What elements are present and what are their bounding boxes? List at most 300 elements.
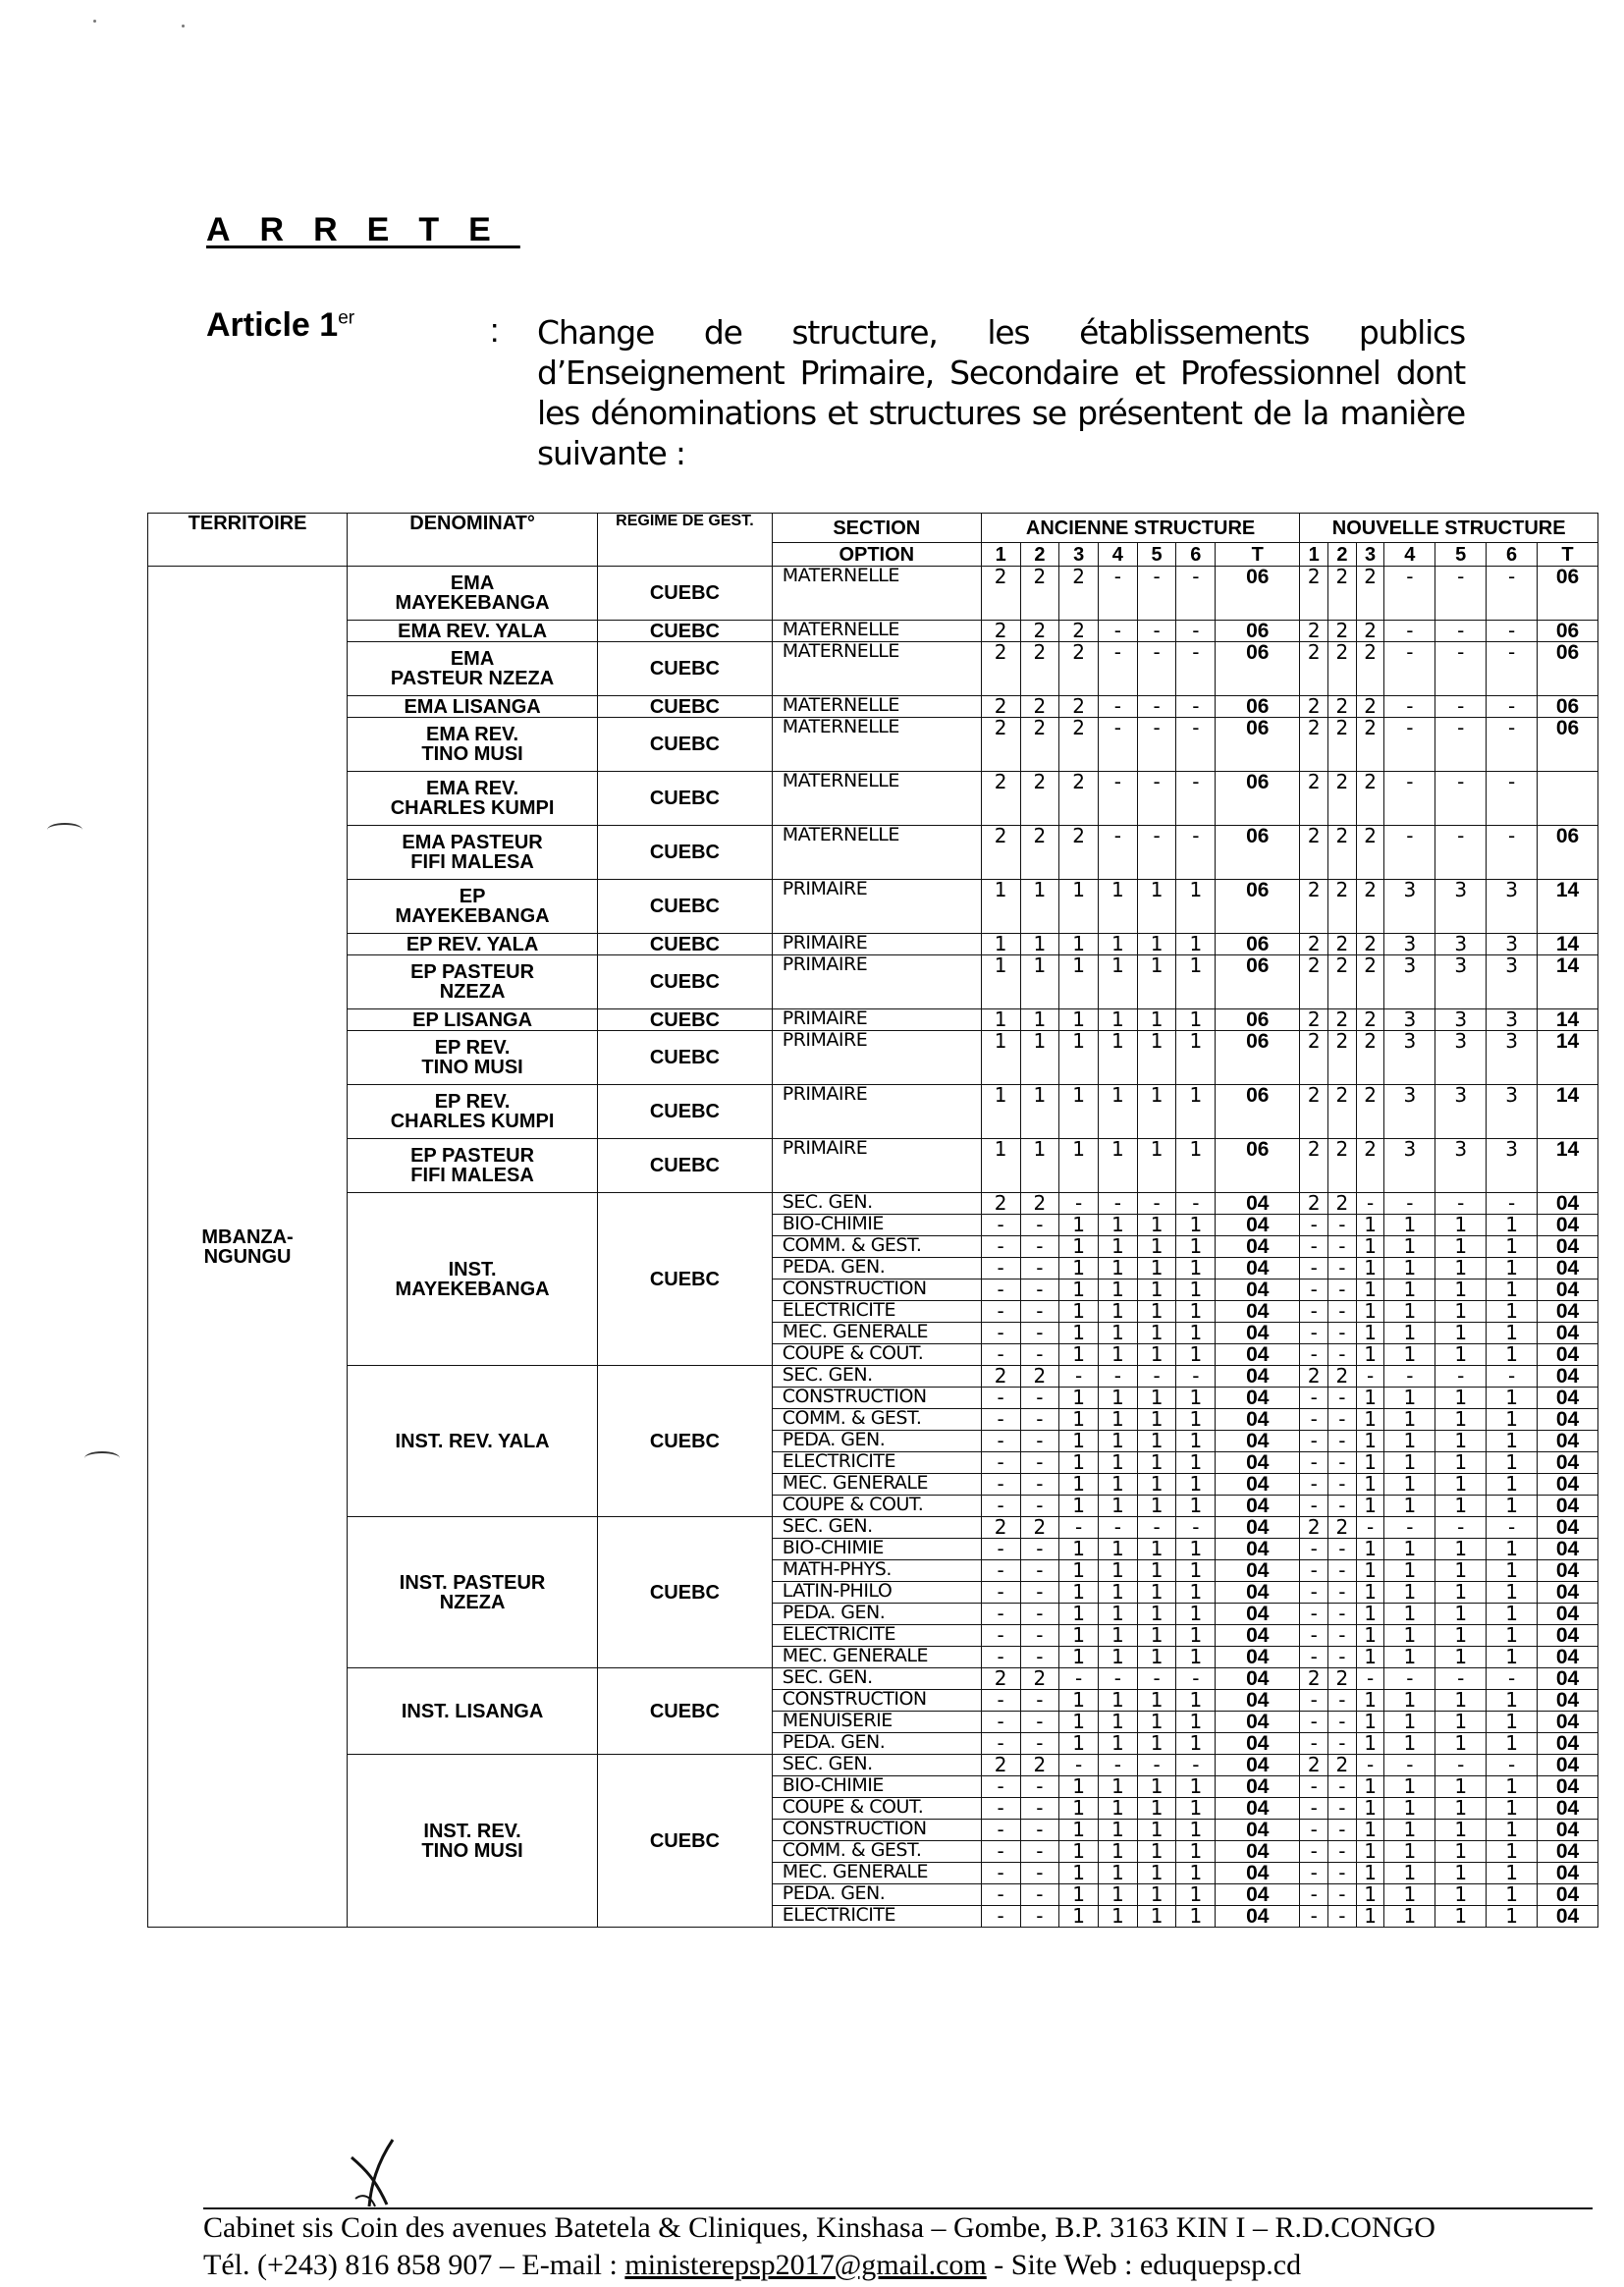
nouvelle-count-cell: - [1487,642,1538,696]
nouvelle-count-cell: 2 [1328,1517,1357,1539]
nouvelle-count-cell: 1 [1487,1301,1538,1323]
nouvelle-count-cell: 1 [1435,1236,1487,1258]
nouvelle-total-cell: 04 [1538,1193,1598,1215]
nouvelle-count-cell: 1 [1435,1280,1487,1301]
ancienne-count-cell: 1 [1176,1031,1216,1085]
margin-mark [84,1451,120,1465]
ancienne-count-cell: 1 [1137,1690,1176,1712]
nouvelle-count-cell: 2 [1300,1009,1328,1031]
nouvelle-count-cell: 1 [1435,1647,1487,1668]
ancienne-count-cell: - [1176,1668,1216,1690]
ancienne-count-cell: 1 [1176,1496,1216,1517]
territoire-cell: MBANZA- NGUNGU [148,567,348,1928]
ancienne-count-cell: 1 [1059,955,1099,1009]
ancienne-count-cell: 1 [1176,1236,1216,1258]
nouvelle-count-cell: 2 [1356,718,1384,772]
ancienne-count-cell: 1 [1176,1301,1216,1323]
nouvelle-count-cell: - [1328,1560,1357,1582]
regime-cell: CUEBC [598,1139,773,1193]
ancienne-count-cell: 1 [1059,1820,1099,1841]
nouvelle-count-cell: - [1435,1366,1487,1388]
ancienne-total-cell: 04 [1216,1863,1300,1884]
nouvelle-count-cell: - [1300,1236,1328,1258]
ancienne-count-cell: - [1137,1668,1176,1690]
ancienne-total-cell: 04 [1216,1755,1300,1776]
ancienne-count-cell: - [1137,696,1176,718]
regime-cell: CUEBC [598,642,773,696]
nouvelle-count-cell: 1 [1487,1733,1538,1755]
nouvelle-count-cell: - [1300,1474,1328,1496]
ancienne-count-cell: 1 [1059,1236,1099,1258]
footer-address: Cabinet sis Coin des avenues Batetela & Cliniques, Kinshasa – Gombe, B.P. 3163 KIN I – R.D.CONGO [203,2211,1435,2244]
nouvelle-count-cell: 1 [1384,1776,1435,1798]
regime-cell: CUEBC [598,826,773,880]
ancienne-count-cell: 1 [1176,1733,1216,1755]
ancienne-total-cell: 06 [1216,567,1300,621]
nouvelle-count-cell: 1 [1384,1323,1435,1344]
ancienne-count-cell: - [1020,1496,1059,1517]
ancienne-count-cell: 1 [1176,1625,1216,1647]
ancienne-count-cell: - [1020,1841,1059,1863]
ancienne-count-cell: - [981,1301,1020,1323]
nouvelle-count-cell: 2 [1300,1517,1328,1539]
nouvelle-count-cell: - [1300,1560,1328,1582]
ancienne-count-cell: 1 [1099,1690,1138,1712]
table-row [148,955,1598,1009]
nouvelle-count-cell: 1 [1487,1431,1538,1452]
nouvelle-count-cell: 1 [1435,1474,1487,1496]
ancienne-total-cell: 04 [1216,1496,1300,1517]
nouvelle-count-cell: 2 [1328,934,1357,955]
nouvelle-count-cell: - [1384,1755,1435,1776]
ancienne-count-cell: 2 [981,696,1020,718]
ancienne-count-cell: 1 [1059,1798,1099,1820]
header-nouvelle-col: 5 [1435,543,1487,567]
ancienne-total-cell: 06 [1216,1009,1300,1031]
nouvelle-count-cell: 1 [1384,1690,1435,1712]
ancienne-count-cell: 1 [1059,1474,1099,1496]
nouvelle-count-cell: 2 [1300,1139,1328,1193]
header-nouvelle-col: 4 [1384,543,1435,567]
regime-cell: CUEBC [598,567,773,621]
ancienne-count-cell: - [1059,1193,1099,1215]
ancienne-count-cell: - [1176,1755,1216,1776]
ancienne-count-cell: - [1059,1366,1099,1388]
nouvelle-total-cell: 04 [1538,1431,1598,1452]
nouvelle-count-cell: - [1435,621,1487,642]
nouvelle-count-cell: 1 [1356,1452,1384,1474]
ancienne-total-cell: 04 [1216,1841,1300,1863]
ancienne-count-cell: - [1020,1409,1059,1431]
ancienne-count-cell: 2 [1020,826,1059,880]
nouvelle-total-cell: 04 [1538,1712,1598,1733]
nouvelle-total-cell: 04 [1538,1906,1598,1928]
nouvelle-count-cell: 1 [1384,1344,1435,1366]
ancienne-total-cell: 04 [1216,1280,1300,1301]
ancienne-count-cell: - [981,1258,1020,1280]
option-cell: BIO-CHIMIE [772,1776,981,1798]
nouvelle-count-cell: - [1487,1755,1538,1776]
nouvelle-total-cell: 04 [1538,1604,1598,1625]
ancienne-count-cell: 1 [1176,1906,1216,1928]
ancienne-total-cell: 04 [1216,1409,1300,1431]
ancienne-count-cell: 1 [1020,1031,1059,1085]
ancienne-count-cell: 2 [981,772,1020,826]
header-ancienne-col: 5 [1137,543,1176,567]
header-nouvelle-col: 1 [1300,543,1328,567]
nouvelle-count-cell: 1 [1384,1647,1435,1668]
ancienne-count-cell: 1 [1059,1712,1099,1733]
regime-cell: CUEBC [598,1031,773,1085]
ancienne-count-cell: 1 [1176,1582,1216,1604]
ancienne-count-cell: 1 [1059,1647,1099,1668]
nouvelle-count-cell: 1 [1384,1474,1435,1496]
nouvelle-count-cell: 1 [1356,1388,1384,1409]
ancienne-count-cell: - [981,1884,1020,1906]
school-name: EMA PASTEUR NZEZA [348,642,598,696]
school-name: INST. MAYEKEBANGA [348,1193,598,1366]
nouvelle-total-cell: 06 [1538,642,1598,696]
ancienne-count-cell: 1 [1099,1474,1138,1496]
nouvelle-count-cell: 3 [1435,1085,1487,1139]
table-row [148,567,1598,621]
nouvelle-count-cell: - [1384,567,1435,621]
option-cell: COUPE & COUT. [772,1798,981,1820]
table-row [148,826,1598,880]
ancienne-count-cell: 1 [1059,1690,1099,1712]
nouvelle-count-cell: 1 [1384,1863,1435,1884]
ancienne-total-cell: 06 [1216,1031,1300,1085]
ancienne-count-cell: 1 [1137,1215,1176,1236]
ancienne-total-cell: 06 [1216,696,1300,718]
ancienne-count-cell: 1 [1099,880,1138,934]
header-ancienne-col: 1 [981,543,1020,567]
option-cell: PRIMAIRE [772,1031,981,1085]
ancienne-count-cell: - [1020,1582,1059,1604]
ancienne-count-cell: 1 [1176,1690,1216,1712]
option-cell: COMM. & GEST. [772,1409,981,1431]
ancienne-total-cell: 06 [1216,1139,1300,1193]
ancienne-count-cell: - [1020,1604,1059,1625]
ancienne-count-cell: 1 [1176,1085,1216,1139]
ancienne-count-cell: 1 [1099,1733,1138,1755]
ancienne-count-cell: 1 [1059,1539,1099,1560]
ancienne-count-cell: 1 [1059,1431,1099,1452]
nouvelle-count-cell: 1 [1487,1474,1538,1496]
ancienne-count-cell: 1 [1137,1031,1176,1085]
article-text: Change de structure, les établissements publics d’Enseignement Primaire, Secondaire et Professionnel dont les dénominations et structures se présentent de la manière suivante : [537,313,1465,472]
nouvelle-count-cell: 2 [1356,880,1384,934]
nouvelle-count-cell: 1 [1435,1604,1487,1625]
option-cell: SEC. GEN. [772,1366,981,1388]
nouvelle-count-cell: - [1435,1193,1487,1215]
nouvelle-count-cell: 1 [1435,1690,1487,1712]
ancienne-count-cell: 1 [1176,1215,1216,1236]
ancienne-count-cell: 1 [1176,880,1216,934]
option-cell: COUPE & COUT. [772,1496,981,1517]
ancienne-count-cell: 1 [1099,1009,1138,1031]
ancienne-count-cell: 1 [1099,1884,1138,1906]
ancienne-count-cell: 1 [1176,1388,1216,1409]
option-cell: MATERNELLE [772,621,981,642]
nouvelle-count-cell: - [1487,1517,1538,1539]
nouvelle-count-cell: 1 [1487,1258,1538,1280]
ancienne-count-cell: 1 [1020,1009,1059,1031]
nouvelle-count-cell: 1 [1356,1733,1384,1755]
footer-rule [203,2207,1593,2209]
ancienne-count-cell: 1 [1099,1841,1138,1863]
nouvelle-count-cell: - [1300,1301,1328,1323]
nouvelle-count-cell: - [1328,1604,1357,1625]
nouvelle-total-cell: 14 [1538,880,1598,934]
nouvelle-count-cell: 1 [1356,1560,1384,1582]
nouvelle-count-cell: - [1328,1539,1357,1560]
ancienne-count-cell: - [1020,1280,1059,1301]
ancienne-count-cell: 1 [1059,1258,1099,1280]
option-cell: MENUISERIE [772,1712,981,1733]
ancienne-count-cell: - [1176,1193,1216,1215]
ancienne-count-cell: 1 [1099,1560,1138,1582]
nouvelle-count-cell: 1 [1356,1539,1384,1560]
nouvelle-count-cell: 1 [1384,1258,1435,1280]
ancienne-count-cell: - [1137,1517,1176,1539]
ancienne-total-cell: 04 [1216,1712,1300,1733]
ancienne-count-cell: 2 [981,718,1020,772]
nouvelle-total-cell: 04 [1538,1388,1598,1409]
ancienne-count-cell: 1 [1059,1625,1099,1647]
ancienne-count-cell: - [1020,1388,1059,1409]
ancienne-count-cell: 1 [1099,1604,1138,1625]
nouvelle-count-cell: 2 [1356,567,1384,621]
ancienne-total-cell: 06 [1216,718,1300,772]
ancienne-count-cell: 1 [1059,880,1099,934]
ancienne-count-cell: 1 [1099,1906,1138,1928]
school-name: INST. LISANGA [348,1668,598,1755]
nouvelle-count-cell: - [1487,567,1538,621]
table-row [148,696,1598,718]
nouvelle-count-cell: 3 [1487,955,1538,1009]
ancienne-total-cell: 04 [1216,1582,1300,1604]
ancienne-count-cell: 1 [1176,1712,1216,1733]
table-row [148,880,1598,934]
ancienne-count-cell: - [1137,1193,1176,1215]
ancienne-count-cell: - [981,1452,1020,1474]
option-cell: ELECTRICITE [772,1625,981,1647]
regime-cell: CUEBC [598,1085,773,1139]
nouvelle-total-cell: 04 [1538,1820,1598,1841]
nouvelle-count-cell: 1 [1435,1496,1487,1517]
table-row [148,1139,1598,1193]
header-ancienne-structure: ANCIENNE STRUCTURE [981,514,1300,543]
nouvelle-count-cell: 2 [1300,1031,1328,1085]
nouvelle-count-cell: - [1356,1193,1384,1215]
header-regime: REGIME DE GEST. [598,514,773,567]
ancienne-count-cell: - [981,1474,1020,1496]
ancienne-count-cell: - [1059,1755,1099,1776]
nouvelle-count-cell: - [1300,1906,1328,1928]
nouvelle-total-cell: 04 [1538,1733,1598,1755]
nouvelle-count-cell: 1 [1435,1409,1487,1431]
table-row [148,1755,1598,1776]
ancienne-count-cell: 1 [1099,1280,1138,1301]
ancienne-count-cell: 1 [981,880,1020,934]
ancienne-count-cell: - [1020,1301,1059,1323]
ancienne-count-cell: 1 [1176,1452,1216,1474]
nouvelle-count-cell: 3 [1384,1139,1435,1193]
margin-mark [47,823,82,837]
nouvelle-count-cell: 1 [1487,1625,1538,1647]
nouvelle-count-cell: - [1300,1733,1328,1755]
nouvelle-count-cell: 1 [1356,1604,1384,1625]
nouvelle-count-cell: 2 [1328,1366,1357,1388]
ancienne-count-cell: 2 [1059,621,1099,642]
ancienne-count-cell: - [1137,621,1176,642]
option-cell: CONSTRUCTION [772,1690,981,1712]
signature-mark [346,2136,400,2209]
ancienne-count-cell: 1 [1059,1841,1099,1863]
nouvelle-count-cell: 1 [1384,1539,1435,1560]
nouvelle-count-cell: 2 [1300,621,1328,642]
ancienne-count-cell: 1 [1099,1776,1138,1798]
nouvelle-count-cell: 3 [1384,1031,1435,1085]
ancienne-count-cell: 2 [1059,826,1099,880]
ancienne-count-cell: - [1137,718,1176,772]
nouvelle-count-cell: 1 [1487,1884,1538,1906]
nouvelle-count-cell: - [1328,1625,1357,1647]
nouvelle-count-cell: 1 [1487,1323,1538,1344]
option-cell: MATERNELLE [772,826,981,880]
ancienne-count-cell: - [1020,1323,1059,1344]
nouvelle-count-cell: - [1328,1733,1357,1755]
ancienne-count-cell: 2 [981,567,1020,621]
ancienne-count-cell: 1 [1099,1085,1138,1139]
nouvelle-count-cell: 2 [1356,1085,1384,1139]
ancienne-count-cell: - [1020,1452,1059,1474]
nouvelle-count-cell: 1 [1435,1582,1487,1604]
ancienne-count-cell: - [1020,1863,1059,1884]
nouvelle-count-cell: - [1435,1668,1487,1690]
nouvelle-count-cell: - [1384,696,1435,718]
footer-email-link[interactable]: ministerepsp2017@gmail.com [624,2249,987,2281]
ancienne-count-cell: - [1099,772,1138,826]
nouvelle-count-cell: - [1300,1323,1328,1344]
regime-cell: CUEBC [598,1009,773,1031]
school-name: EP PASTEUR NZEZA [348,955,598,1009]
nouvelle-count-cell: 1 [1435,1215,1487,1236]
ancienne-count-cell: 1 [1137,1344,1176,1366]
ancienne-count-cell: 2 [1020,718,1059,772]
ancienne-count-cell: 1 [1176,1841,1216,1863]
ancienne-total-cell: 04 [1216,1344,1300,1366]
ancienne-total-cell: 04 [1216,1625,1300,1647]
ancienne-count-cell: 1 [1059,1323,1099,1344]
nouvelle-total-cell: 04 [1538,1863,1598,1884]
nouvelle-count-cell: 2 [1356,772,1384,826]
nouvelle-total-cell: 04 [1538,1366,1598,1388]
nouvelle-total-cell: 04 [1538,1258,1598,1280]
nouvelle-total-cell: 04 [1538,1539,1598,1560]
nouvelle-count-cell: 3 [1435,1139,1487,1193]
ancienne-total-cell: 06 [1216,826,1300,880]
nouvelle-count-cell: - [1300,1712,1328,1733]
nouvelle-count-cell: - [1300,1452,1328,1474]
ancienne-count-cell: - [1099,1755,1138,1776]
option-cell: MATH-PHYS. [772,1560,981,1582]
ancienne-total-cell: 04 [1216,1452,1300,1474]
nouvelle-count-cell: 1 [1356,1712,1384,1733]
nouvelle-total-cell: 04 [1538,1236,1598,1258]
table-row [148,1031,1598,1085]
nouvelle-count-cell: 1 [1356,1409,1384,1431]
nouvelle-count-cell: - [1328,1647,1357,1668]
ancienne-total-cell: 04 [1216,1798,1300,1820]
nouvelle-count-cell: 3 [1435,880,1487,934]
nouvelle-count-cell: - [1435,1517,1487,1539]
nouvelle-count-cell: - [1300,1215,1328,1236]
ancienne-count-cell: 1 [1176,955,1216,1009]
nouvelle-count-cell: 3 [1487,1085,1538,1139]
nouvelle-count-cell: 1 [1384,1582,1435,1604]
school-name: EP REV. TINO MUSI [348,1031,598,1085]
nouvelle-count-cell: - [1328,1215,1357,1236]
nouvelle-count-cell: 1 [1487,1863,1538,1884]
ancienne-count-cell: - [1020,1625,1059,1647]
school-name: EP PASTEUR FIFI MALESA [348,1139,598,1193]
header-nouvelle-structure: NOUVELLE STRUCTURE [1300,514,1598,543]
ancienne-total-cell: 06 [1216,621,1300,642]
ancienne-total-cell: 04 [1216,1366,1300,1388]
ancienne-count-cell: 1 [1020,880,1059,934]
nouvelle-count-cell: - [1300,1776,1328,1798]
ancienne-count-cell: 1 [1099,1139,1138,1193]
ancienne-count-cell: 2 [981,826,1020,880]
ancienne-count-cell: - [1020,1884,1059,1906]
nouvelle-count-cell: - [1328,1431,1357,1452]
ancienne-count-cell: 1 [1099,1539,1138,1560]
nouvelle-count-cell: 1 [1487,1690,1538,1712]
option-cell: MEC. GENERALE [772,1647,981,1668]
ancienne-count-cell: 1 [981,1139,1020,1193]
header-option: OPTION [772,543,981,567]
nouvelle-count-cell: - [1328,1820,1357,1841]
nouvelle-count-cell: 1 [1487,1820,1538,1841]
nouvelle-total-cell: 04 [1538,1776,1598,1798]
ancienne-count-cell: 1 [1137,1841,1176,1863]
ancienne-total-cell: 06 [1216,934,1300,955]
nouvelle-count-cell: 1 [1487,1409,1538,1431]
header-section: SECTION [772,514,981,543]
nouvelle-total-cell: 04 [1538,1496,1598,1517]
ancienne-count-cell: - [1137,642,1176,696]
option-cell: MATERNELLE [772,772,981,826]
header-territoire: TERRITOIRE [148,514,348,567]
nouvelle-total-cell: 04 [1538,1452,1598,1474]
ancienne-count-cell: 1 [1137,1301,1176,1323]
nouvelle-count-cell: 1 [1487,1452,1538,1474]
nouvelle-count-cell: 1 [1487,1344,1538,1366]
option-cell: COMM. & GEST. [772,1841,981,1863]
nouvelle-count-cell: 1 [1435,1344,1487,1366]
ancienne-count-cell: 1 [1099,1496,1138,1517]
ancienne-count-cell: 1 [1059,1582,1099,1604]
ancienne-total-cell: 04 [1216,1258,1300,1280]
nouvelle-count-cell: 1 [1356,1301,1384,1323]
ancienne-count-cell: 1 [1059,1733,1099,1755]
nouvelle-count-cell: 2 [1300,1193,1328,1215]
school-name: EP REV. CHARLES KUMPI [348,1085,598,1139]
ancienne-count-cell: 1 [1137,1085,1176,1139]
table-row [148,1085,1598,1139]
